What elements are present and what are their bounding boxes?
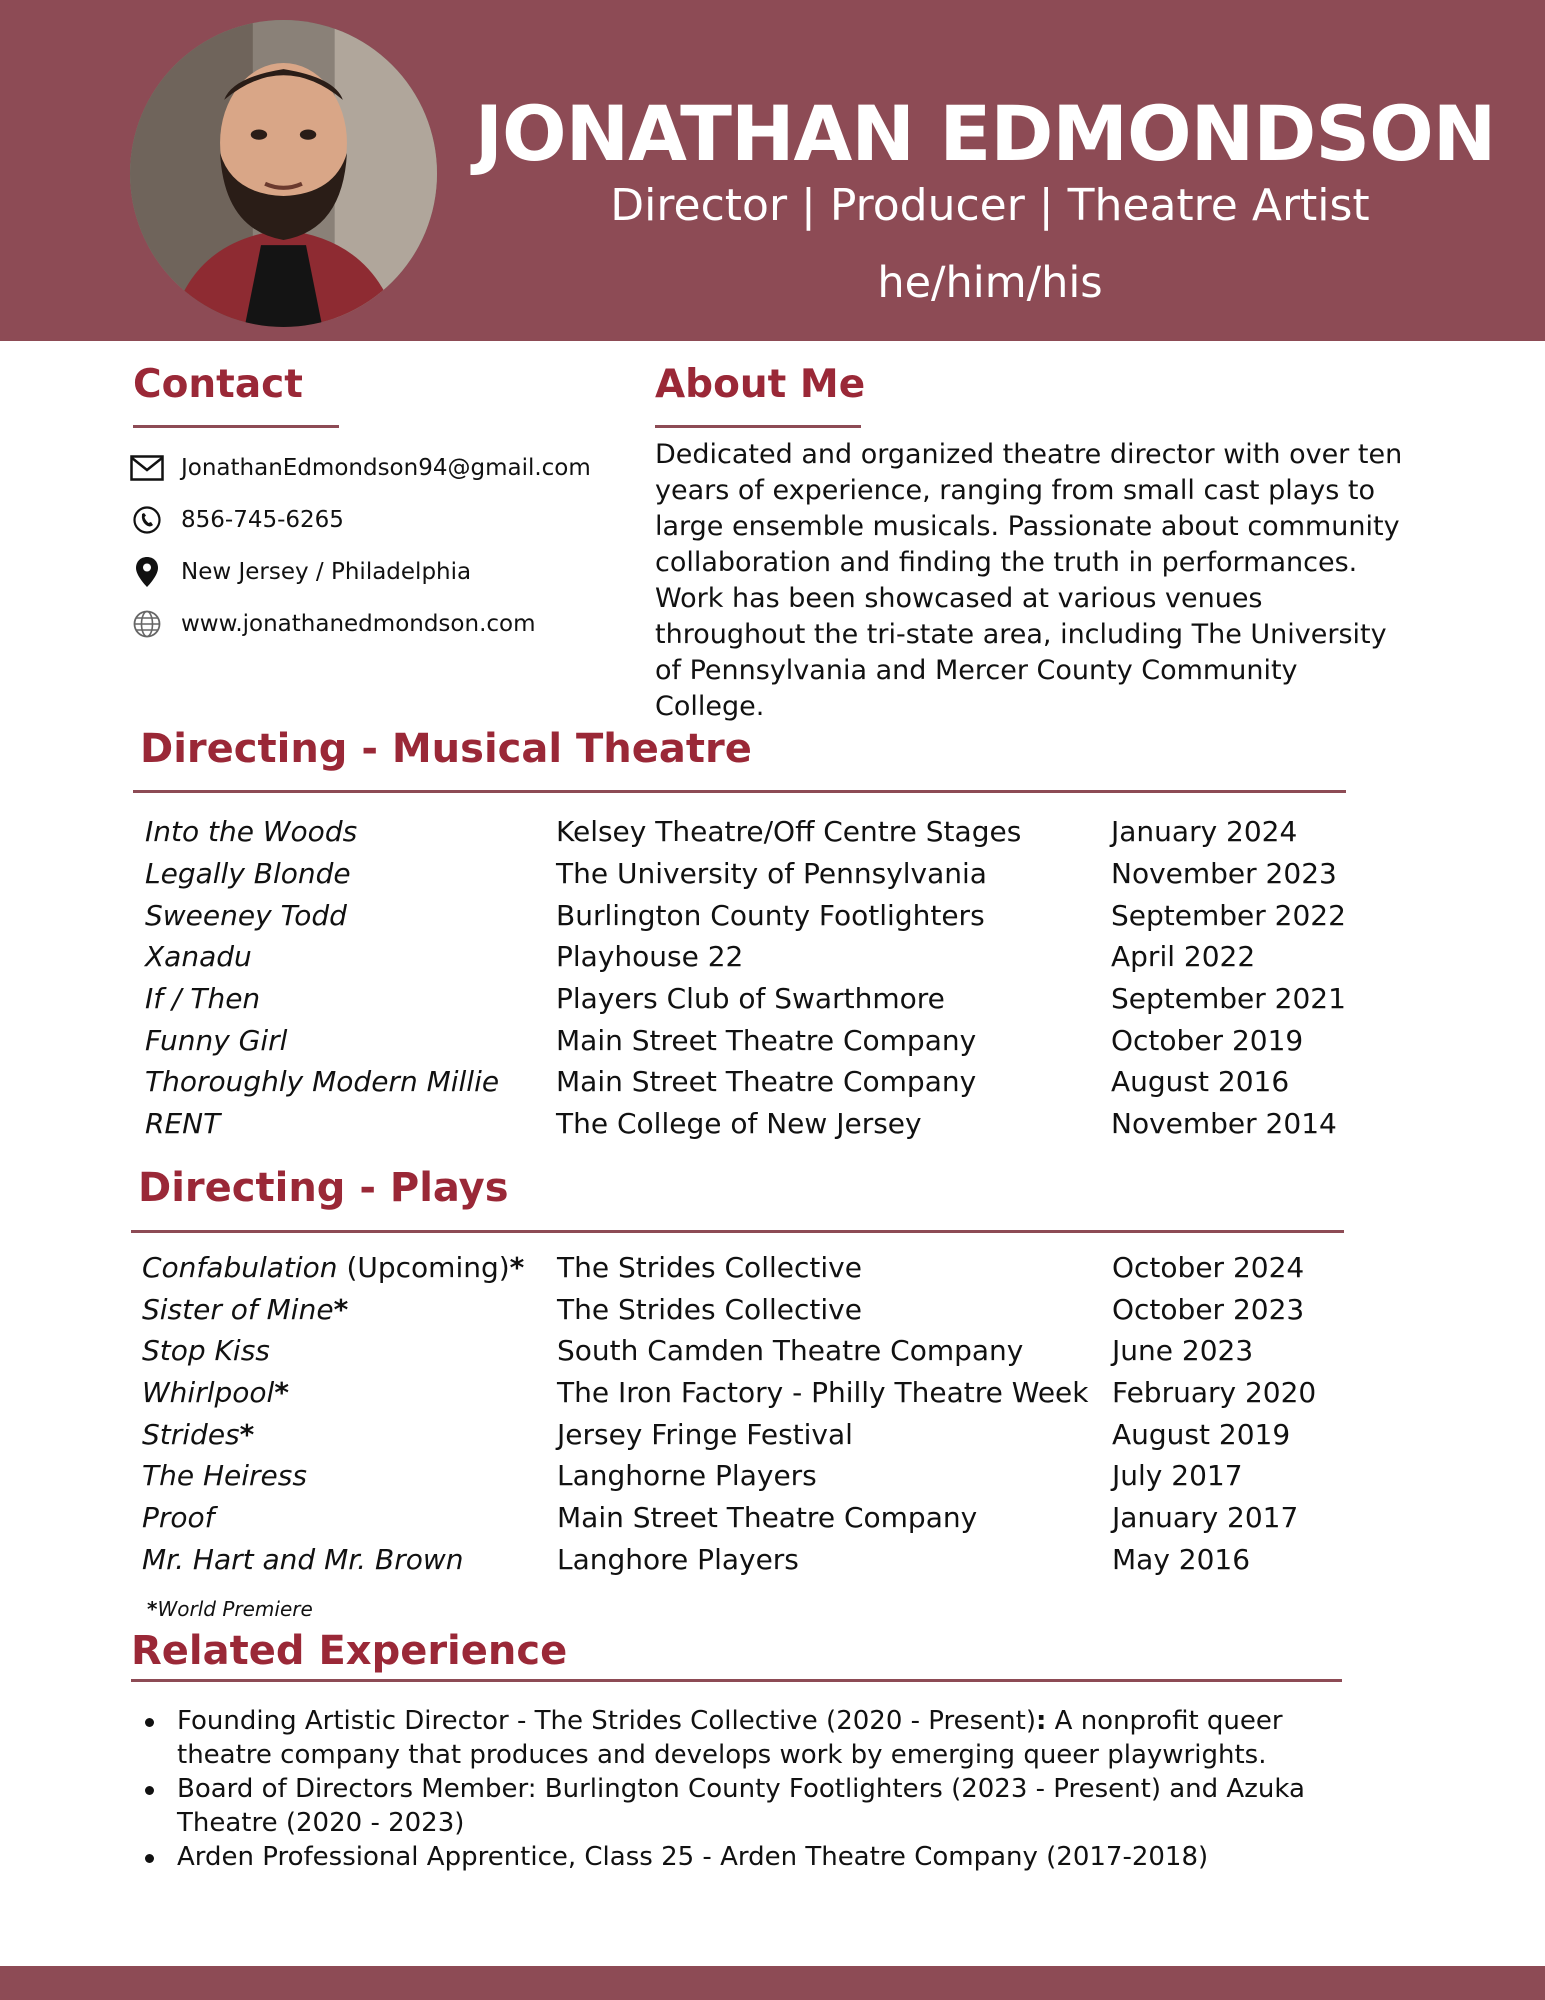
- musical-venue: The University of Pennsylvania: [556, 857, 987, 890]
- musical-show: Into the Woods: [145, 815, 358, 848]
- musical-show: Thoroughly Modern Millie: [145, 1065, 500, 1098]
- about-heading: About Me: [655, 362, 866, 407]
- play-venue: Main Street Theatre Company: [557, 1501, 978, 1534]
- play-title-cell: [142, 1456, 307, 1496]
- play-date: June 2023: [1112, 1334, 1254, 1367]
- contact-phone[interactable]: 856-745-6265: [181, 507, 344, 533]
- play-date: February 2020: [1112, 1376, 1317, 1409]
- play-date: July 2017: [1112, 1459, 1243, 1492]
- header-banner: [0, 0, 1545, 341]
- note-star: *: [147, 1597, 158, 1621]
- mail-icon: [130, 451, 164, 485]
- musical-heading: Directing - Musical Theatre: [140, 726, 752, 772]
- experience-item: [145, 1840, 1345, 1874]
- musical-date: November 2023: [1111, 857, 1337, 890]
- musical-date: September 2021: [1111, 982, 1346, 1015]
- play-venue: Langhore Players: [557, 1543, 799, 1576]
- play-title: Proof: [142, 1501, 215, 1534]
- about-rule: [655, 425, 861, 428]
- premiere-marker: *: [333, 1293, 349, 1326]
- musical-date: August 2016: [1111, 1065, 1290, 1098]
- contact-location: New Jersey / Philadelphia: [181, 559, 472, 585]
- musical-date: April 2022: [1111, 940, 1256, 973]
- play-title-cell: [142, 1248, 524, 1288]
- plays-heading: Directing - Plays: [138, 1165, 509, 1211]
- musical-date: November 2014: [1111, 1107, 1337, 1140]
- profile-photo-illustration: [130, 20, 437, 327]
- footer-bar: [0, 1966, 1545, 2000]
- play-title-cell: [142, 1498, 215, 1538]
- note-text: World Premiere: [157, 1597, 313, 1621]
- play-venue: The Strides Collective: [557, 1293, 862, 1326]
- plays-rule: [131, 1230, 1344, 1233]
- experience-lead: Board of Directors Member: Burlington County Footlighters (2023 - Present) and Azuka Theatre (2020 - 2023): [177, 1774, 1305, 1838]
- job-titles: Director | Producer | Theatre Artist: [610, 180, 1370, 231]
- world-premiere-note: [147, 1597, 313, 1621]
- musical-date: September 2022: [1111, 899, 1346, 932]
- experience-lead: Arden Professional Apprentice, Class 25 - Arden Theatre Company (2017-2018): [177, 1842, 1209, 1872]
- musical-show: Funny Girl: [145, 1024, 288, 1057]
- premiere-marker: *: [274, 1376, 289, 1409]
- play-venue: The Iron Factory - Philly Theatre Week: [557, 1376, 1089, 1409]
- musical-date: October 2019: [1111, 1024, 1304, 1057]
- location-pin-icon: [130, 555, 164, 589]
- premiere-marker: *: [239, 1418, 255, 1451]
- play-title-cell: [142, 1290, 348, 1330]
- person-name: JONATHAN EDMONDSON: [474, 89, 1496, 178]
- experience-colon: :: [1035, 1706, 1047, 1736]
- play-title-cell: [142, 1331, 270, 1371]
- play-venue: Jersey Fringe Festival: [557, 1418, 853, 1451]
- contact-location-row: [130, 555, 471, 589]
- musical-rule: [133, 790, 1346, 793]
- experience-list: [145, 1704, 1345, 1874]
- play-status: (Upcoming): [337, 1251, 510, 1284]
- contact-email[interactable]: JonathanEdmondson94@gmail.com: [181, 455, 591, 481]
- musical-venue: Players Club of Swarthmore: [556, 982, 945, 1015]
- musical-show: Xanadu: [145, 940, 252, 973]
- phone-icon: [130, 503, 164, 537]
- musical-show: If / Then: [145, 982, 261, 1015]
- musical-date: January 2024: [1111, 815, 1298, 848]
- play-title-cell: [142, 1373, 289, 1413]
- musical-venue: Playhouse 22: [556, 940, 744, 973]
- play-title: Strides: [142, 1418, 240, 1451]
- musical-venue: Main Street Theatre Company: [556, 1024, 977, 1057]
- musical-venue: The College of New Jersey: [556, 1107, 922, 1140]
- play-title: Mr. Hart and Mr. Brown: [142, 1543, 464, 1576]
- contact-website-row: [130, 607, 536, 641]
- contact-heading: Contact: [133, 362, 303, 407]
- play-title: Stop Kiss: [142, 1334, 270, 1367]
- musical-venue: Main Street Theatre Company: [556, 1065, 977, 1098]
- musical-venue: Burlington County Footlighters: [556, 899, 985, 932]
- premiere-marker: *: [509, 1251, 525, 1284]
- musical-show: RENT: [145, 1107, 221, 1140]
- contact-website[interactable]: www.jonathanedmondson.com: [181, 611, 536, 637]
- play-date: October 2024: [1112, 1251, 1305, 1284]
- play-date: August 2019: [1112, 1418, 1291, 1451]
- experience-lead: Founding Artistic Director - The Strides Collective (2020 - Present): [177, 1706, 1036, 1736]
- play-date: October 2023: [1112, 1293, 1305, 1326]
- experience-item: [145, 1772, 1345, 1840]
- experience-rule: [131, 1679, 1342, 1682]
- musical-show: Sweeney Todd: [145, 899, 347, 932]
- play-title: Sister of Mine: [142, 1293, 334, 1326]
- globe-icon: [130, 607, 164, 641]
- play-title: Confabulation: [142, 1251, 338, 1284]
- musical-venue: Kelsey Theatre/Off Centre Stages: [556, 815, 1022, 848]
- musical-show: Legally Blonde: [145, 857, 351, 890]
- play-date: January 2017: [1112, 1501, 1299, 1534]
- experience-detail: A nonprofit queer theatre company that produces and develops work by emerging queer playwrights.: [177, 1706, 1283, 1770]
- play-title: Whirlpool: [142, 1376, 275, 1409]
- contact-rule: [133, 425, 339, 428]
- play-venue: Langhorne Players: [557, 1459, 817, 1492]
- play-title-cell: [142, 1415, 254, 1455]
- play-venue: South Camden Theatre Company: [557, 1334, 1024, 1367]
- contact-email-row: [130, 451, 591, 485]
- play-title-cell: [142, 1540, 463, 1580]
- pronouns: he/him/his: [877, 258, 1103, 308]
- play-title: The Heiress: [142, 1459, 307, 1492]
- about-text: Dedicated and organized theatre director with over ten years of experience, ranging from small cast plays to large ensemble musicals. Passionate about community collaboration and finding the truth in performances. Work has been showcased at various venues throughout the tri-state area, including The University of Pennsylvania and Mercer County Community College.: [655, 439, 1403, 722]
- experience-item: [145, 1704, 1345, 1772]
- profile-photo: [130, 20, 437, 327]
- play-venue: The Strides Collective: [557, 1251, 862, 1284]
- contact-phone-row: [130, 503, 344, 537]
- experience-heading: Related Experience: [131, 1628, 568, 1674]
- play-date: May 2016: [1112, 1543, 1251, 1576]
